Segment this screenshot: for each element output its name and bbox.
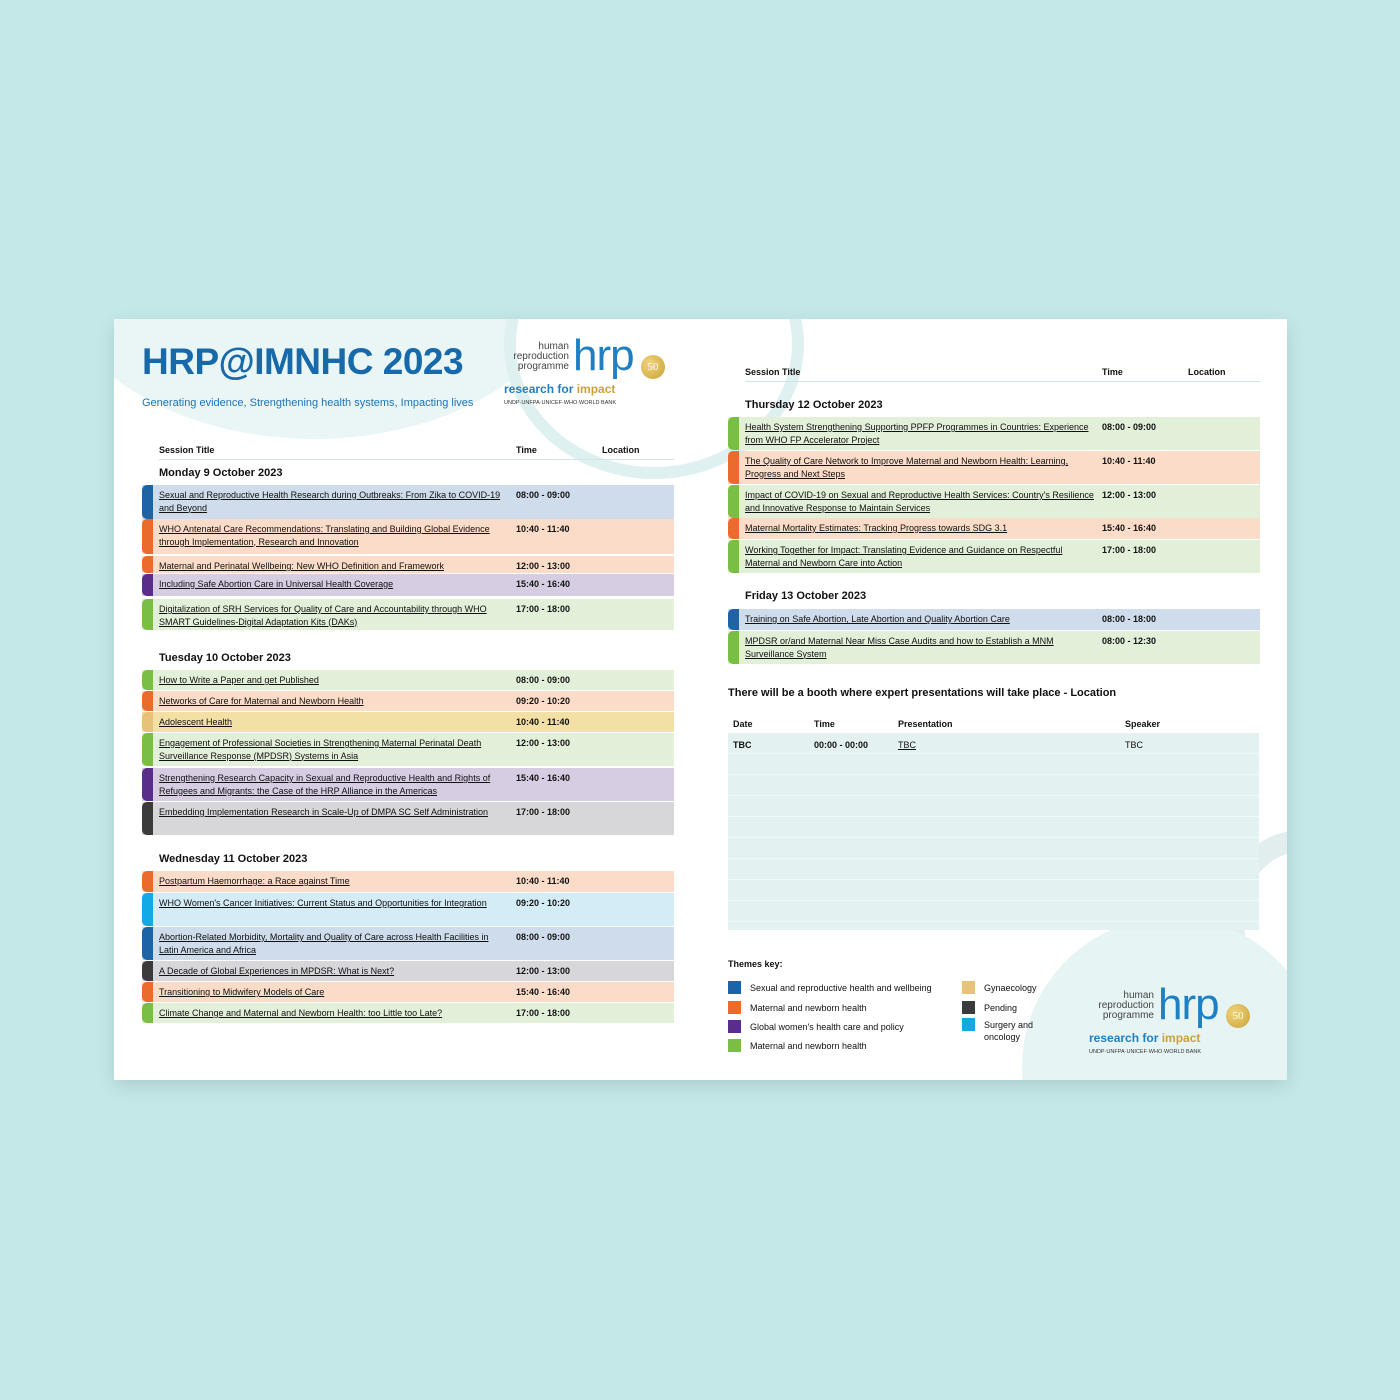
session-time: 10:40 - 11:40 (516, 524, 570, 534)
theme-color-bar (728, 540, 739, 573)
session-title-link[interactable]: Sexual and Reproductive Health Research during Outbreaks: From Zika to COVID-19 and Beyond (159, 490, 501, 513)
theme-color-bar (142, 961, 153, 981)
session-title-link[interactable]: Maternal and Perinatal Wellbeing: New WHO Definition and Framework (159, 561, 444, 571)
session-time: 08:00 - 12:30 (1102, 636, 1157, 646)
session-time: 15:40 - 16:40 (516, 773, 571, 783)
key-label: Maternal and newborn health (750, 1041, 867, 1051)
session-title-link[interactable]: WHO Women's Cancer Initiatives: Current Status and Opportunities for Integration (159, 898, 487, 908)
session-time: 12:00 - 13:00 (516, 738, 571, 748)
themes-key-title: Themes key: (728, 959, 783, 969)
theme-color-bar (142, 599, 153, 630)
key-swatch (728, 1001, 741, 1014)
session-time: 10:40 - 11:40 (516, 717, 570, 727)
session-row (142, 733, 674, 766)
theme-color-bar (728, 518, 739, 539)
key-swatch (962, 981, 975, 994)
theme-color-bar (142, 556, 153, 573)
hrp-logo: human reproduction programme hrp 50 research for impact UNDP·UNFPA·UNICEF·WHO·WORLD BANK (499, 337, 669, 417)
session-row (142, 893, 674, 926)
hrp-mark: hrp (573, 331, 634, 380)
page-subtitle: Generating evidence, Strengthening health systems, Impacting lives (142, 397, 474, 409)
session-title-link[interactable]: Engagement of Professional Societies in Strengthening Maternal Perinatal Death Surveillance Response (MPDSR) Systems in Asia (159, 738, 482, 761)
session-time: 08:00 - 09:00 (516, 490, 571, 500)
day-heading: Thursday 12 October 2023 (745, 399, 883, 411)
col-location: Location (1188, 367, 1226, 377)
session-time: 10:40 - 11:40 (516, 876, 570, 886)
theme-color-bar (142, 802, 153, 835)
session-time: 08:00 - 09:00 (516, 932, 571, 942)
session-row (728, 451, 1260, 484)
key-swatch (728, 1039, 741, 1052)
session-title-link[interactable]: Training on Safe Abortion, Late Abortion and Quality Abortion Care (745, 614, 1010, 624)
theme-color-bar (142, 670, 153, 690)
booth-title: There will be a booth where expert presentations will take place - Location (728, 687, 1117, 699)
session-time: 12:00 - 13:00 (1102, 490, 1157, 500)
page-title: HRP@IMNHC 2023 (142, 341, 464, 382)
session-time: 09:20 - 10:20 (516, 898, 571, 908)
theme-color-bar (142, 574, 153, 596)
session-time: 10:40 - 11:40 (1102, 456, 1156, 466)
theme-color-bar (142, 1003, 153, 1023)
session-row (728, 485, 1260, 518)
session-title-link[interactable]: Postpartum Haemorrhage: a Race against Time (159, 876, 350, 886)
session-row (142, 599, 674, 630)
day-heading: Friday 13 October 2023 (745, 590, 867, 602)
session-row (142, 961, 674, 981)
session-title-link[interactable]: Health System Strengthening Supporting PPFP Programmes in Countries: Experience from WHO FP Accelerator Project (745, 422, 1089, 445)
booth-col-date: Date (733, 719, 753, 729)
day-heading: Wednesday 11 October 2023 (159, 853, 308, 865)
theme-color-bar (142, 712, 153, 732)
session-row (142, 519, 674, 554)
theme-color-bar (728, 631, 739, 664)
session-title-link[interactable]: Digitalization of SRH Services for Quality of Care and Accountability through WHO SMART Guidelines-Digital Adaptation Kits (DAKs) (159, 604, 487, 627)
session-row (142, 670, 674, 690)
session-time: 15:40 - 16:40 (516, 579, 571, 589)
session-row (728, 518, 1260, 539)
key-swatch (962, 1001, 975, 1014)
session-time: 08:00 - 18:00 (1102, 614, 1157, 624)
fifty-badge: 50 (641, 355, 665, 379)
session-title-link[interactable]: Working Together for Impact: Translating Evidence and Guidance on Respectful Maternal and Newborn Care into Action (745, 545, 1063, 568)
session-row (142, 871, 674, 892)
hrp-logo-bottom: human reproduction programme hrp 50 research for impact UNDP·UNFPA·UNICEF·WHO·WORLD BANK (1084, 984, 1254, 1064)
theme-color-bar (142, 691, 153, 711)
theme-color-bar (728, 485, 739, 518)
session-row (728, 609, 1260, 630)
key-swatch (962, 1018, 975, 1031)
session-title-link[interactable]: Including Safe Abortion Care in Universal Health Coverage (159, 579, 394, 589)
session-title-link[interactable]: The Quality of Care Network to Improve Maternal and Newborn Health: Learning, Progress and Next Steps (745, 456, 1069, 479)
key-swatch (728, 1020, 741, 1033)
theme-color-bar (142, 927, 153, 960)
session-title-link[interactable]: Climate Change and Maternal and Newborn Health: too Little too Late? (159, 1008, 443, 1018)
theme-color-bar (142, 485, 153, 519)
booth-col-speaker: Speaker (1125, 719, 1161, 729)
day-heading: Monday 9 October 2023 (159, 467, 283, 479)
session-title-link[interactable]: Transitioning to Midwifery Models of Care (159, 987, 325, 997)
session-title-link[interactable]: WHO Antenatal Care Recommendations: Translating and Building Global Evidence through Implementation, Research and Innovation (159, 524, 490, 547)
session-title-link[interactable]: Abortion-Related Morbidity, Mortality and Quality of Care across Health Facilities in Latin America and Africa (159, 932, 489, 955)
schedule-sheet (114, 319, 1287, 1080)
session-time: 17:00 - 18:00 (516, 807, 571, 817)
session-time: 17:00 - 18:00 (516, 1008, 571, 1018)
session-row (142, 691, 674, 711)
theme-color-bar (142, 768, 153, 801)
session-title-link[interactable]: Networks of Care for Maternal and Newborn Health (159, 696, 364, 706)
session-row (142, 556, 674, 573)
session-time: 08:00 - 09:00 (1102, 422, 1157, 432)
session-time: 12:00 - 13:00 (516, 561, 571, 571)
booth-row: TBC 00:00 - 00:00 TBC TBC (733, 740, 1143, 750)
session-row (728, 631, 1260, 664)
session-title-link[interactable]: Impact of COVID-19 on Sexual and Reproductive Health Services: Country's Resilience and Innovative Response to Maintain Services (745, 490, 1094, 513)
session-row (142, 574, 674, 596)
day-heading: Tuesday 10 October 2023 (159, 652, 291, 664)
key-label: Pending (984, 1003, 1018, 1013)
booth-col-time: Time (814, 719, 835, 729)
theme-color-bar (142, 871, 153, 892)
col-session-title: Session Title (745, 367, 801, 377)
col-location: Location (602, 445, 640, 455)
session-time: 17:00 - 18:00 (1102, 545, 1157, 555)
session-time: 17:00 - 18:00 (516, 604, 571, 614)
theme-color-bar (142, 893, 153, 926)
session-row (142, 712, 674, 732)
col-time: Time (1102, 367, 1123, 377)
key-label: Gynaecology (984, 983, 1037, 993)
booth-table (728, 733, 1259, 930)
session-title-link[interactable]: Strengthening Research Capacity in Sexual and Reproductive Health and Rights of Refugees and Migrants: the Case of the HRP Alliance in the Americas (159, 773, 491, 796)
booth-presentation-link[interactable]: TBC (898, 740, 916, 750)
session-time: 09:20 - 10:20 (516, 696, 571, 706)
session-row (142, 768, 674, 801)
theme-color-bar (728, 451, 739, 484)
key-label: Surgery and oncology (984, 1020, 1034, 1042)
theme-color-bar (728, 609, 739, 630)
session-title-link[interactable]: Maternal Mortality Estimates: Tracking Progress towards SDG 3.1 (745, 523, 1008, 533)
session-time: 12:00 - 13:00 (516, 966, 571, 976)
session-title-link[interactable]: Embedding Implementation Research in Scale-Up of DMPA SC Self Administration (159, 807, 488, 817)
session-row (142, 1003, 674, 1023)
session-time: 15:40 - 16:40 (1102, 523, 1157, 533)
session-time: 15:40 - 16:40 (516, 987, 571, 997)
session-title-link[interactable]: Adolescent Health (159, 717, 233, 727)
col-time: Time (516, 445, 537, 455)
booth-col-presentation: Presentation (898, 719, 953, 729)
session-title-link[interactable]: A Decade of Global Experiences in MPDSR: What is Next? (159, 966, 395, 976)
session-time: 08:00 - 09:00 (516, 675, 571, 685)
key-label: Sexual and reproductive health and wellbeing (750, 983, 932, 993)
session-row (142, 802, 674, 835)
session-title-link[interactable]: How to Write a Paper and get Published (159, 675, 319, 685)
key-label: Global women's health care and policy (750, 1022, 904, 1032)
session-row (728, 540, 1260, 573)
session-row (142, 485, 674, 519)
col-session-title: Session Title (159, 445, 215, 455)
theme-color-bar (142, 733, 153, 766)
theme-color-bar (142, 982, 153, 1002)
key-swatch (728, 981, 741, 994)
session-title-link[interactable]: MPDSR or/and Maternal Near Miss Case Audits and how to Establish a MNM Surveillance System (745, 636, 1054, 659)
theme-color-bar (142, 519, 153, 554)
session-row (142, 927, 674, 960)
session-row (728, 417, 1260, 450)
session-row (142, 982, 674, 1002)
theme-color-bar (728, 417, 739, 450)
key-label: Maternal and newborn health (750, 1003, 867, 1013)
